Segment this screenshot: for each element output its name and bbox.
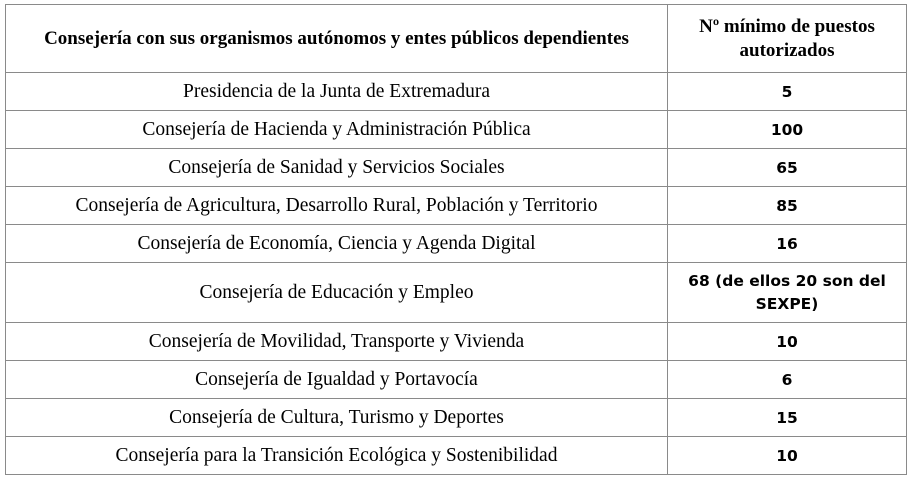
consejeria-name: Consejería para la Transición Ecológica y Sostenibilidad	[6, 437, 668, 475]
consejeria-name: Consejería de Hacienda y Administración Pública	[6, 111, 668, 149]
consejeria-name: Consejería de Educación y Empleo	[6, 263, 668, 323]
puestos-value: 65	[668, 149, 907, 187]
puestos-value: 15	[668, 399, 907, 437]
table-row	[6, 399, 907, 437]
consejeria-name: Consejería de Igualdad y Portavocía	[6, 361, 668, 399]
puestos-value: 10	[668, 323, 907, 361]
consejeria-name: Consejería de Movilidad, Transporte y Vivienda	[6, 323, 668, 361]
header-consejeria: Consejería con sus organismos autónomos y entes públicos dependientes	[6, 5, 668, 73]
puestos-value: 6	[668, 361, 907, 399]
consejeria-name: Consejería de Economía, Ciencia y Agenda Digital	[6, 225, 668, 263]
table-row	[6, 437, 907, 475]
consejeria-name: Consejería de Cultura, Turismo y Deportes	[6, 399, 668, 437]
puestos-value: 16	[668, 225, 907, 263]
table-row	[6, 323, 907, 361]
table-row	[6, 225, 907, 263]
consejeria-name: Consejería de Sanidad y Servicios Sociales	[6, 149, 668, 187]
consejeria-name: Consejería de Agricultura, Desarrollo Rural, Población y Territorio	[6, 187, 668, 225]
table-header-row	[6, 5, 907, 73]
positions-table	[5, 4, 907, 475]
puestos-value: 5	[668, 73, 907, 111]
table-row	[6, 263, 907, 323]
table-row	[6, 73, 907, 111]
table-row	[6, 361, 907, 399]
puestos-value: 68 (de ellos 20 son del SEXPE)	[668, 263, 907, 323]
table-row	[6, 187, 907, 225]
consejeria-name: Presidencia de la Junta de Extremadura	[6, 73, 668, 111]
header-puestos: Nº mínimo de puestos autorizados	[668, 5, 907, 73]
table-row	[6, 111, 907, 149]
puestos-value: 10	[668, 437, 907, 475]
table-row	[6, 149, 907, 187]
puestos-value: 85	[668, 187, 907, 225]
puestos-value: 100	[668, 111, 907, 149]
